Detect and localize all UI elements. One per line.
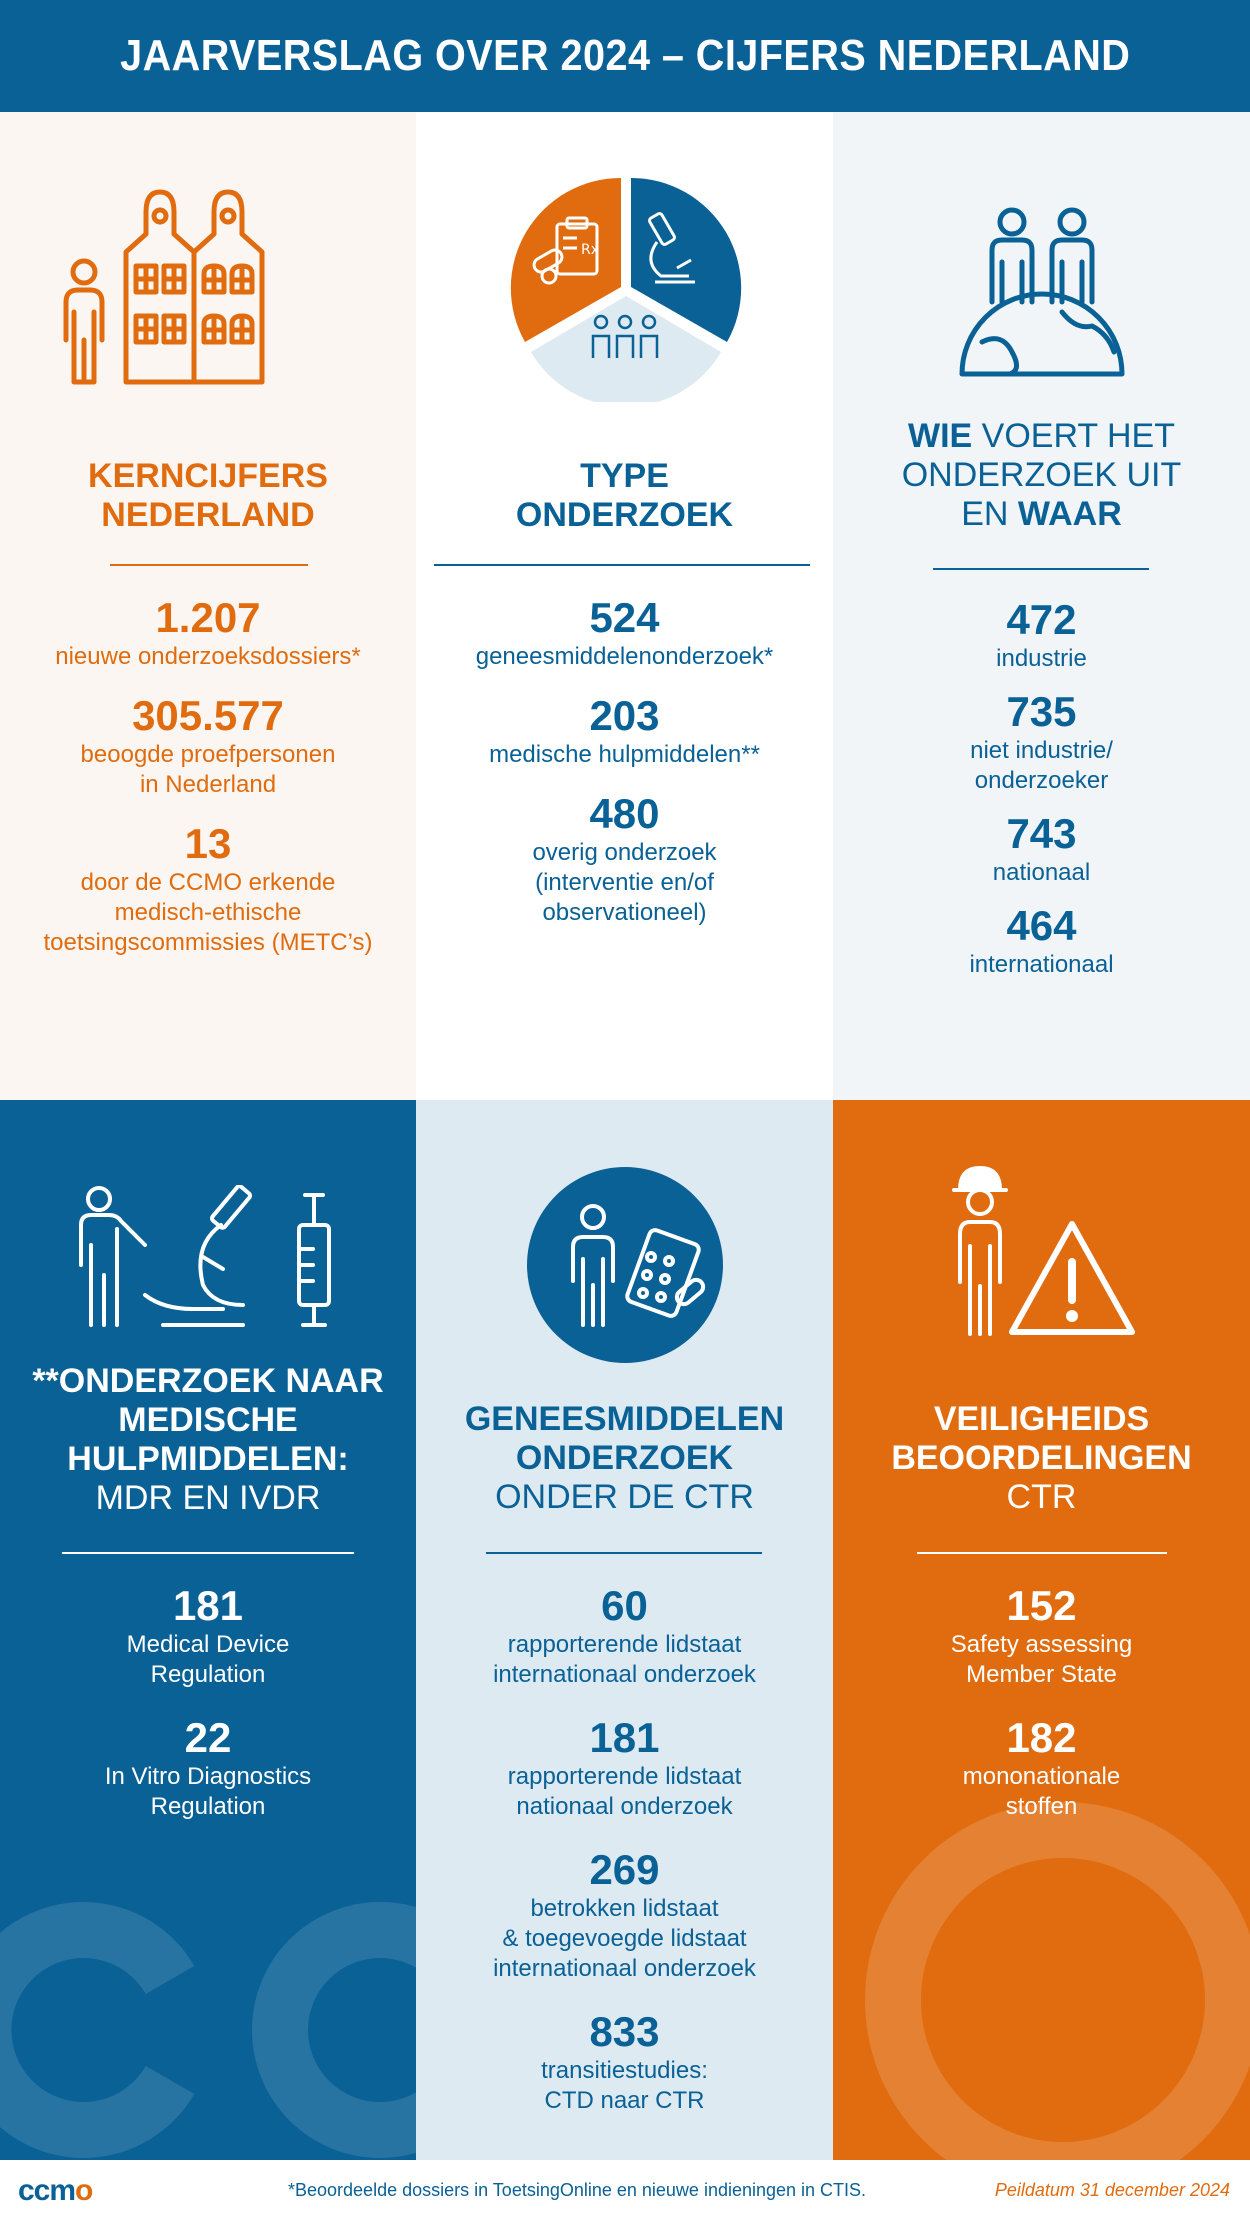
divider: [110, 564, 308, 566]
title-line: [833, 417, 1250, 456]
panel-title: [0, 1362, 416, 1518]
stat-label: industrie: [996, 645, 1087, 672]
stat-value: 152: [1006, 1582, 1077, 1629]
stat-label: rapporterende lidstaat internationaal onderzoek: [493, 1631, 756, 1688]
research-type-pie-icon: [416, 172, 833, 402]
divider: [434, 564, 810, 566]
stat-item: [0, 692, 416, 800]
stat-value: 472: [1006, 596, 1077, 643]
page-header: [0, 0, 1250, 112]
stat-value: 269: [589, 1846, 660, 1893]
stats-list: [416, 594, 833, 948]
stat-item: [0, 1714, 416, 1822]
stats-list: [833, 596, 1250, 1000]
svg-text:Rx: Rx: [580, 242, 599, 258]
panel-title: [833, 1400, 1250, 1517]
stat-item: [0, 594, 416, 672]
panel-veiligheid: [833, 1100, 1250, 2160]
panel-title: [416, 457, 833, 535]
stat-value: 1.207: [155, 594, 261, 641]
stat-item: [833, 1714, 1250, 1822]
divider: [933, 568, 1149, 570]
stat-item: [833, 596, 1250, 674]
worker-and-warning-icon: [833, 1162, 1250, 1342]
ccmo-watermark: [0, 1860, 416, 2160]
title-line: KERNCIJFERS: [88, 457, 328, 495]
stat-item: [416, 594, 833, 672]
title-bold: WAAR: [1017, 495, 1122, 533]
stat-item: [833, 810, 1250, 888]
title-line: GENEESMIDDELEN: [464, 1400, 785, 1438]
stats-list: [0, 594, 416, 978]
stat-value: 181: [172, 1582, 244, 1629]
title-line: BEOORDELINGEN: [891, 1439, 1192, 1477]
title-bold: WIE: [907, 417, 973, 455]
stat-item: [416, 1714, 833, 1822]
title-line: ONDERZOEK: [515, 1439, 734, 1477]
stat-item: [833, 902, 1250, 980]
stat-label: transitiestudies: CTD naar CTR: [541, 2057, 708, 2114]
stat-item: [0, 820, 416, 958]
panel-type-onderzoek: [416, 112, 833, 1100]
title-line: CTR: [1006, 1478, 1077, 1516]
person-with-pills-icon: [416, 1165, 833, 1365]
panel-wie-waar: [833, 112, 1250, 1100]
stat-value: 743: [1006, 810, 1077, 857]
divider: [62, 1552, 354, 1554]
stat-label: nationaal: [992, 859, 1091, 886]
person-microscope-syringe-icon: [0, 1185, 416, 1335]
stat-value: 524: [589, 594, 660, 641]
title-line: VEILIGHEIDS: [933, 1400, 1150, 1438]
panel-geneesmiddelen: [416, 1100, 833, 2160]
stats-list: [833, 1582, 1250, 1842]
logo-text: ccm: [18, 2174, 76, 2207]
stats-list: [416, 1582, 833, 2136]
stat-label: beoogde proefpersonen in Nederland: [80, 741, 336, 798]
stat-label: nieuwe onderzoeksdossiers*: [55, 643, 361, 670]
stat-item: [0, 1582, 416, 1690]
ccmo-logo: [18, 2174, 92, 2208]
stat-label: In Vitro Diagnostics Regulation: [104, 1763, 312, 1820]
title-line: [833, 495, 1250, 534]
title-line: **ONDERZOEK NAAR: [32, 1362, 384, 1400]
stat-value: 22: [184, 1714, 232, 1761]
stat-value: 60: [601, 1582, 648, 1629]
stat-value: 182: [1006, 1714, 1077, 1761]
page-title: JAARVERSLAG OVER 2024 – CIJFERS NEDERLAND: [119, 31, 1131, 80]
stat-item: [416, 1582, 833, 1690]
stat-label: medische hulpmiddelen**: [489, 741, 760, 768]
footnote: *Beoordeelde dossiers in ToetsingOnline en nieuwe indieningen in CTIS.: [288, 2180, 867, 2200]
logo-o: o: [75, 2174, 93, 2207]
stats-list: [0, 1582, 416, 1842]
stat-value: 305.577: [132, 692, 284, 739]
panel-medische-hulpmiddelen: [0, 1100, 416, 2160]
stat-label: niet industrie/ onderzoeker: [970, 737, 1113, 794]
divider: [486, 1552, 762, 1554]
stat-value: 181: [589, 1714, 660, 1761]
title-line: ONDERZOEK UIT: [901, 456, 1182, 494]
peildatum: Peildatum 31 december 2024: [994, 2180, 1230, 2200]
page-footer: [0, 2160, 1250, 2219]
panel-title: [416, 1400, 833, 1517]
person-and-buildings-icon: [0, 172, 416, 392]
stat-label: betrokken lidstaat & toegevoegde lidstaat internationaal onderzoek: [493, 1895, 756, 1982]
stat-label: mononationale stoffen: [962, 1763, 1121, 1820]
panel-title: [833, 417, 1250, 534]
stat-item: [416, 1846, 833, 1984]
panel-title: [0, 457, 416, 535]
stat-label: internationaal: [969, 951, 1114, 978]
stat-value: 735: [1006, 688, 1077, 735]
stat-value: 833: [589, 2008, 660, 2055]
stat-value: 13: [184, 820, 232, 867]
title-rest: VOERT HET: [972, 417, 1175, 455]
title-line: MDR EN IVDR: [95, 1479, 321, 1517]
stat-item: [833, 1582, 1250, 1690]
stat-item: [833, 688, 1250, 796]
stat-label: geneesmiddelenonderzoek*: [475, 643, 774, 670]
stat-label: Medical Device Regulation: [126, 1631, 290, 1688]
stat-item: [416, 790, 833, 928]
title-line: NEDERLAND: [101, 496, 315, 534]
people-on-globe-icon: [833, 202, 1250, 382]
stat-label: Safety assessing Member State: [950, 1631, 1133, 1688]
stat-value: 464: [1006, 902, 1077, 949]
title-rest: EN: [961, 495, 1018, 533]
stat-value: 480: [589, 790, 660, 837]
title-line: ONDERZOEK: [515, 496, 734, 534]
stat-label: overig onderzoek (interventie en/of observationeel): [532, 839, 717, 926]
panel-kerncijfers: [0, 112, 416, 1100]
title-line: ONDER DE CTR: [495, 1478, 754, 1516]
stat-item: [416, 2008, 833, 2116]
stat-item: [416, 692, 833, 770]
stat-value: 203: [589, 692, 660, 739]
title-line: TYPE: [580, 457, 669, 495]
divider: [917, 1552, 1167, 1554]
stat-label: door de CCMO erkende medisch-ethische toetsingscommissies (METC’s): [43, 869, 373, 956]
stat-label: rapporterende lidstaat nationaal onderzoek: [507, 1763, 742, 1820]
title-line: MEDISCHE: [118, 1401, 298, 1439]
title-line: HULPMIDDELEN:: [67, 1440, 349, 1478]
